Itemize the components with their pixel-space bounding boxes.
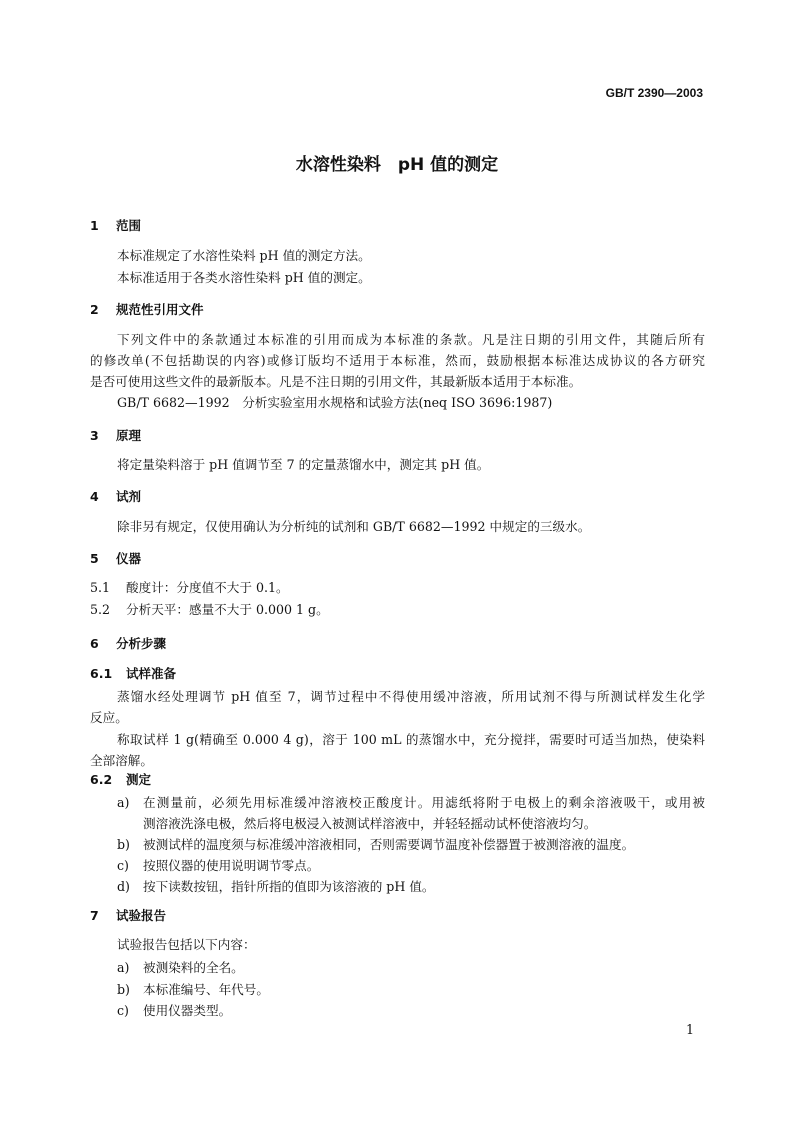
paragraph: 反应。 (90, 710, 128, 725)
standard-number: GB/T 2390—2003 (605, 86, 703, 100)
paragraph: 除非另有规定，仅使用确认为分析纯的试剂和 GB/T 6682—1992 中规定的三级水。 (117, 519, 591, 534)
section-6-heading: 6 分析步骤 (90, 636, 167, 651)
document-title: 水溶性染料 pH 值的测定 (295, 155, 499, 175)
section-4-heading: 4 试剂 (90, 489, 142, 504)
paragraph: 本标准规定了水溶性染料 pH 值的测定方法。 (117, 248, 371, 263)
paragraph: 本标准适用于各类水溶性染料 pH 值的测定。 (117, 270, 371, 285)
section-2-heading: 2 规范性引用文件 (90, 302, 204, 317)
paragraph: 将定量染料溶于 pH 值调节至 7 的定量蒸馏水中，测定其 pH 值。 (117, 457, 490, 472)
section-7-heading: 7 试验报告 (90, 908, 167, 923)
clause-5-1: 5.1 酸度计：分度值不大于 0.1。 (90, 580, 289, 595)
paragraph: 是否可使用这些文件的最新版本。凡是不注日期的引用文件，其最新版本适用于本标准。 (90, 374, 582, 389)
list-item: b) 被测试样的温度须与标准缓冲溶液相同，否则需要调节温度补偿器置于被测溶液的温度。 (117, 837, 635, 852)
normative-reference: GB/T 6682—1992 分析实验室用水规格和试验方法(neq ISO 3696:1987) (117, 395, 553, 410)
section-6-1-heading: 6.1 试样准备 (90, 666, 177, 681)
list-item: d) 按下读数按钮，指针所指的值即为该溶液的 pH 值。 (117, 879, 435, 894)
list-item-continuation: 测溶液洗涤电极，然后将电极浸入被测试样溶液中，并轻轻摇动试杯使溶液均匀。 (143, 816, 597, 831)
list-item: a) 被测染料的全名。 (117, 960, 244, 975)
section-5-heading: 5 仪器 (90, 551, 142, 566)
section-1-heading: 1 范围 (90, 218, 142, 233)
paragraph: 称取试样 1 g(精确至 0.000 4 g)，溶于 100 mL 的蒸馏水中，充分搅拌，需要时可适当加热，使染料 (117, 732, 705, 747)
paragraph: 下列文件中的条款通过本标准的引用而成为本标准的条款。凡是注日期的引用文件，其随后所有 (117, 332, 705, 347)
clause-5-2: 5.2 分析天平：感量不大于 0.000 1 g。 (90, 602, 329, 617)
paragraph: 蒸馏水经处理调节 pH 值至 7，调节过程中不得使用缓冲溶液，所用试剂不得与所测试样发生化学 (117, 689, 705, 704)
paragraph: 试验报告包括以下内容： (117, 937, 256, 952)
page-number: 1 (686, 1022, 695, 1037)
section-3-heading: 3 原理 (90, 428, 142, 443)
paragraph: 全部溶解。 (90, 753, 153, 768)
list-item: a) 在测量前，必须先用标准缓冲溶液校正酸度计。用滤纸将附于电极上的剩余溶液吸干，或用被 (117, 795, 705, 810)
list-item: c) 按照仪器的使用说明调节零点。 (117, 858, 320, 873)
list-item: b) 本标准编号、年代号。 (117, 982, 269, 997)
list-item: c) 使用仪器类型。 (117, 1003, 232, 1018)
paragraph: 的修改单(不包括勘误的内容)或修订版均不适用于本标准，然而，鼓励根据本标准达成协议的各方研究 (90, 353, 705, 368)
section-6-2-heading: 6.2 测定 (90, 772, 152, 787)
